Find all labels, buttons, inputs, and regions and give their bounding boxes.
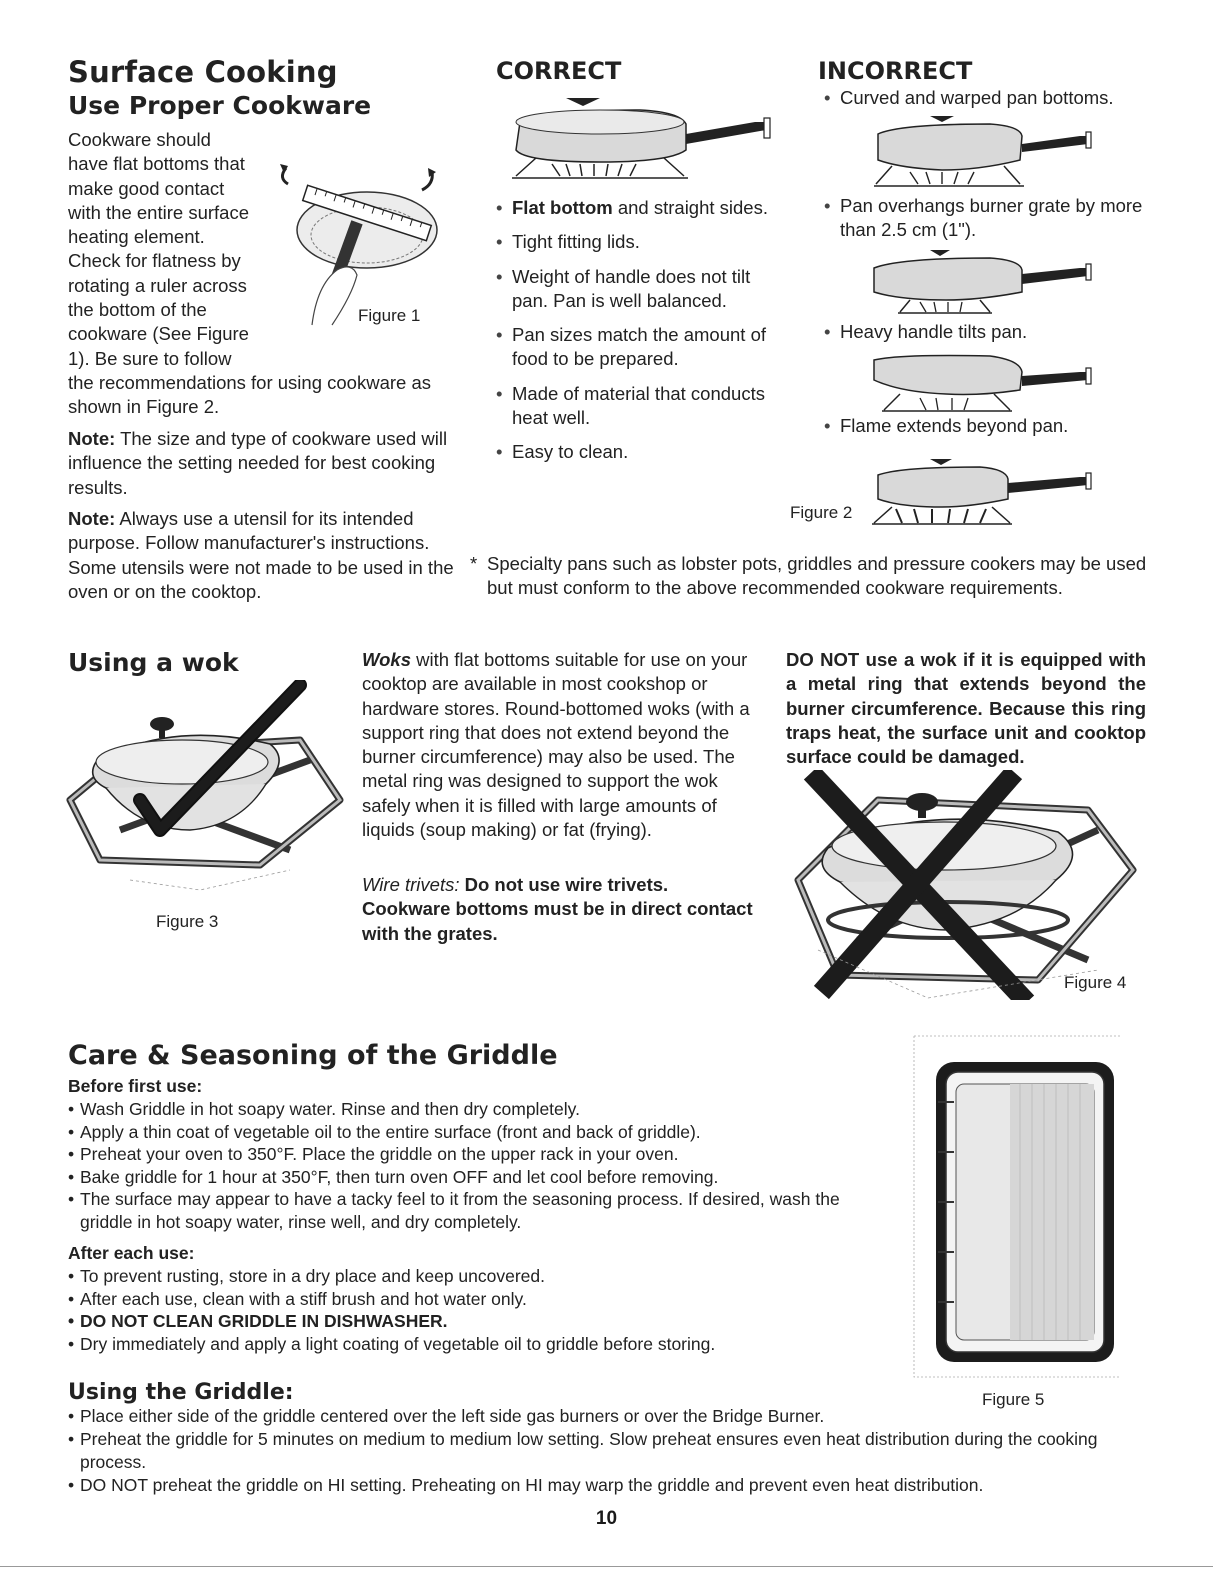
list-item: • Pan overhangs burner grate by more than 2.5 cm (1"). [818, 194, 1148, 243]
list-item: • Preheat the griddle for 5 minutes on medium to medium low setting. Slow preheat ensures even heat distribution during the cooking process. [68, 1428, 1138, 1474]
intro-tail: the recommendations for using cookware as shown in Figure 2. [68, 372, 431, 418]
wok-correct-illustration [60, 680, 350, 895]
list-item: • Heavy handle tilts pan. [818, 320, 1148, 344]
griddle-illustration [910, 1032, 1125, 1382]
page-title: Surface Cooking [68, 55, 338, 89]
before-first-use-list [68, 1098, 868, 1233]
list-item: • Curved and warped pan bottoms. [818, 86, 1148, 110]
figure-2-caption: Figure 2 [790, 503, 853, 522]
warped-pan-illustration [870, 110, 1095, 188]
list-item: • Dry immediately and apply a light coating of vegetable oil to griddle before storing. [68, 1333, 868, 1356]
list-item: • Flame extends beyond pan. [818, 414, 1148, 438]
figure-3-caption: Figure 3 [156, 912, 219, 931]
after-each-use-list [68, 1265, 868, 1355]
overhang-pan-illustration [870, 246, 1095, 316]
ruler-flatness-illustration [272, 150, 462, 330]
list-item: • Weight of handle does not tilt pan. Pan is well balanced. [490, 265, 790, 314]
figure-5-caption: Figure 5 [982, 1390, 1045, 1409]
note-cookware-size: Note: The size and type of cookware used will influence the setting needed for best cooking results. [68, 428, 448, 498]
list-item: • Preheat your oven to 350°F. Place the griddle on the upper rack in your oven. [68, 1143, 868, 1166]
after-each-use-label: After each use: [68, 1243, 195, 1263]
note-utensil: Note: Always use a utensil for its intended purpose. Follow manufacturer's instructions. Some utensils were not made to be used in the oven or on the cooktop. [68, 508, 454, 602]
griddle-heading: Care & Seasoning of the Griddle [68, 1040, 558, 1071]
wok-heading: Using a wok [68, 648, 239, 677]
list-item: • Pan sizes match the amount of food to be prepared. [490, 323, 790, 372]
incorrect-item-2 [818, 194, 1148, 243]
incorrect-item-4 [818, 414, 1148, 438]
incorrect-item-1 [818, 86, 1148, 110]
using-griddle-list [68, 1405, 1138, 1497]
figure-1-caption: Figure 1 [358, 306, 421, 325]
list-item: • Place either side of the griddle centered over the left side gas burners or over the Bridge Burner. [68, 1405, 1138, 1428]
bottom-rule [0, 1566, 1213, 1567]
list-item: • Bake griddle for 1 hour at 350°F, then turn oven OFF and let cool before removing. [68, 1166, 868, 1189]
list-item: • To prevent rusting, store in a dry place and keep uncovered. [68, 1265, 868, 1288]
list-item: • Wash Griddle in hot soapy water. Rinse and then dry completely. [68, 1098, 868, 1121]
wok-ring-warning: DO NOT use a wok if it is equipped with a metal ring that extends beyond the burner circumference. Because this ring traps heat, the surface unit and cooktop surface could be damaged. [786, 649, 1146, 768]
list-item: • Flat bottom and straight sides. [490, 196, 790, 220]
correct-pan-illustration [500, 92, 790, 187]
list-item: • Tight fitting lids. [490, 230, 790, 254]
wire-trivets-note: Wire trivets: Do not use wire trivets. Cookware bottoms must be in direct contact with the grates. [362, 874, 753, 944]
list-item: • After each use, clean with a stiff brush and hot water only. [68, 1288, 868, 1311]
incorrect-item-3 [818, 320, 1148, 344]
before-first-use-label: Before first use: [68, 1076, 203, 1096]
section-subtitle: Use Proper Cookware [68, 91, 372, 120]
woks-description: Woks with flat bottoms suitable for use on your cooktop are available in most cookshop or hardware stores. Round-bottomed woks (with a support ring that does not extend beyond the burner circumference) may also be used. The metal ring was designed to support the wok safely when it is filled with large amounts of liquids (soup making) or fat (frying). [362, 649, 750, 841]
list-item: • Easy to clean. [490, 440, 790, 464]
specialty-asterisk: * [470, 553, 478, 574]
list-item: • Made of material that conducts heat well. [490, 382, 790, 431]
intro-text: Cookware should have flat bottoms that make good contact with the entire surface heating element. Check for flatness by rotating a ruler across the bottom of the cookware (See Figure 1). Be sure to follow [68, 129, 249, 369]
list-item: • DO NOT CLEAN GRIDDLE IN DISHWASHER. [68, 1310, 868, 1333]
figure-4-caption: Figure 4 [1064, 973, 1127, 992]
correct-heading: CORRECT [496, 57, 622, 85]
list-item: • Apply a thin coat of vegetable oil to the entire surface (front and back of griddle). [68, 1121, 868, 1144]
list-item: • The surface may appear to have a tacky feel to it from the seasoning process. If desired, wash the griddle in hot soapy water, rinse well, and dry completely. [68, 1188, 868, 1233]
tilted-pan-illustration [870, 350, 1095, 415]
using-griddle-heading: Using the Griddle: [68, 1380, 294, 1405]
list-item: • DO NOT preheat the griddle on HI setting. Preheating on HI may warp the griddle and prevent even heat distribution. [68, 1474, 1138, 1497]
specialty-note: Specialty pans such as lobster pots, griddles and pressure cookers may be used but must conform to the above recommended cookware requirements. [487, 553, 1147, 599]
wok-incorrect-illustration [788, 770, 1148, 1000]
correct-list [490, 196, 790, 465]
incorrect-heading: INCORRECT [818, 57, 973, 85]
flame-beyond-pan-illustration [870, 455, 1095, 527]
page-number: 10 [595, 1508, 618, 1529]
